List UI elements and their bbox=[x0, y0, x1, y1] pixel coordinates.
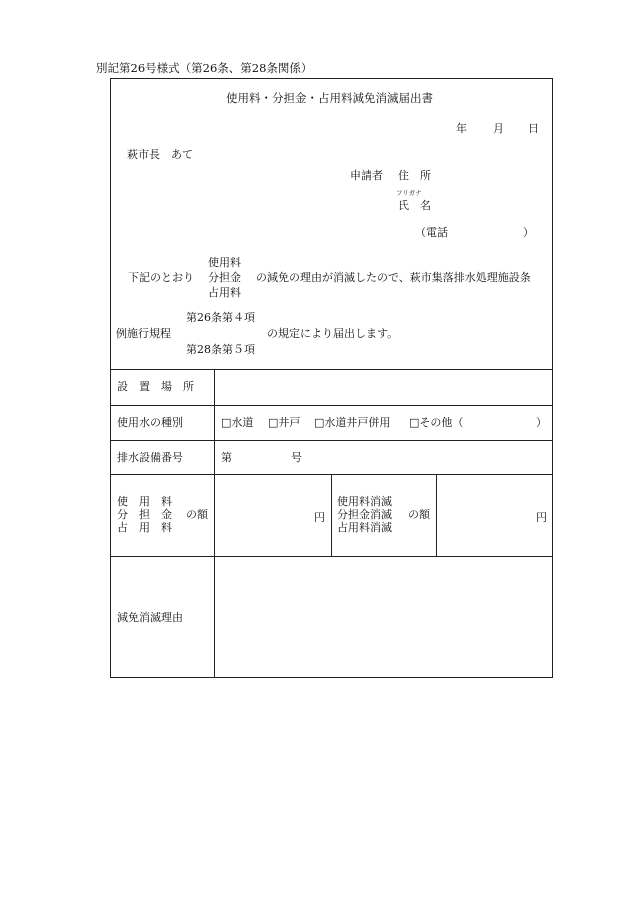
article-2: 第28条第５項 bbox=[186, 343, 255, 356]
equipment-prefix: 第 bbox=[221, 451, 232, 464]
furigana-label: フリガナ bbox=[396, 189, 422, 197]
phone-close-label: ） bbox=[523, 226, 534, 239]
water-option-tap[interactable]: □水道 bbox=[221, 416, 254, 429]
rules-prefix: 例施行規程 bbox=[116, 327, 171, 340]
extinct-label-suffix: の額 bbox=[408, 508, 430, 521]
form-number-header: 別記第26号様式（第26条、第28条関係） bbox=[96, 61, 313, 75]
water-option-other[interactable]: □その他（ bbox=[409, 416, 464, 429]
extinct-yen: 円 bbox=[536, 511, 547, 524]
extinct-label-line-1: 使用料消滅 bbox=[337, 495, 392, 508]
fee-type-2: 分担金 bbox=[208, 271, 241, 284]
article-1: 第26条第４項 bbox=[186, 311, 255, 324]
equipment-number-field[interactable] bbox=[236, 445, 286, 467]
amount-field[interactable] bbox=[215, 475, 330, 555]
row-rule-2 bbox=[111, 405, 552, 406]
water-option-combined[interactable]: □水道井戸併用 bbox=[314, 416, 391, 429]
date-year-label: 年 bbox=[456, 122, 467, 135]
amount-label-line-1: 使 用 料 bbox=[117, 495, 172, 508]
application-form bbox=[110, 78, 553, 678]
applicant-label: 申請者 bbox=[350, 169, 383, 182]
reason-field[interactable] bbox=[215, 557, 552, 677]
amount-label-suffix: の額 bbox=[186, 508, 208, 521]
water-option-well[interactable]: □井戸 bbox=[268, 416, 301, 429]
water-other-close: ） bbox=[536, 416, 547, 429]
amount-label-line-2: 分 担 金 bbox=[117, 508, 172, 521]
amount-label-line-3: 占 用 料 bbox=[117, 521, 172, 534]
amount-yen: 円 bbox=[314, 511, 325, 524]
fee-type-1: 使用料 bbox=[208, 256, 241, 269]
water-type-label: 使用水の種別 bbox=[117, 416, 183, 429]
body-reason-text: の減免の理由が消滅したので、萩市集落排水処理施設条 bbox=[256, 271, 531, 284]
location-field[interactable] bbox=[215, 370, 552, 405]
body-suffix: の規定により届出します。 bbox=[267, 327, 399, 340]
date-day-label: 日 bbox=[528, 122, 539, 135]
extinct-label-line-2: 分担金消滅 bbox=[337, 508, 392, 521]
equipment-suffix: 号 bbox=[291, 451, 302, 464]
row-rule-3 bbox=[111, 440, 552, 441]
addressee: 萩市長 あて bbox=[127, 148, 193, 161]
location-label: 設 置 場 所 bbox=[117, 380, 194, 393]
extinct-label-line-3: 占用料消滅 bbox=[337, 521, 392, 534]
body-prefix: 下記のとおり bbox=[128, 271, 194, 284]
equipment-label: 排水設備番号 bbox=[117, 451, 183, 464]
address-label: 住 所 bbox=[398, 169, 431, 182]
name-label: 氏 名 bbox=[398, 199, 431, 212]
reason-label: 減免消滅理由 bbox=[117, 611, 183, 624]
amount-divider-1 bbox=[331, 474, 332, 556]
fee-type-3: 占用料 bbox=[208, 286, 241, 299]
phone-open-label: （電話 bbox=[415, 226, 448, 239]
form-title: 使用料・分担金・占用料減免消滅届出書 bbox=[226, 91, 433, 105]
extinct-amount-field[interactable] bbox=[437, 475, 552, 555]
date-month-label: 月 bbox=[493, 122, 504, 135]
